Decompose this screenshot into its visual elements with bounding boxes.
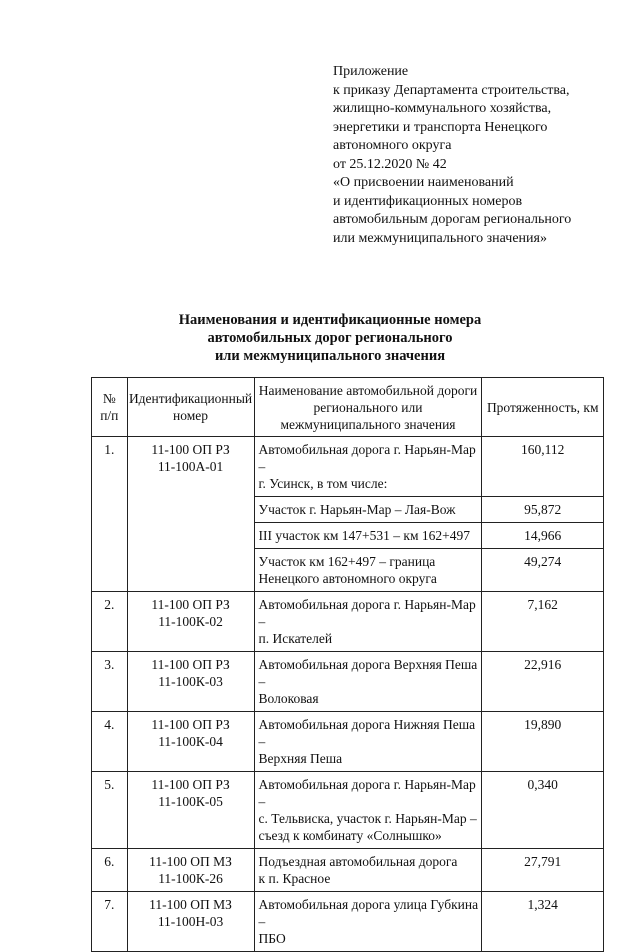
row-name [254, 437, 482, 497]
table-row [92, 712, 604, 772]
subrow-length [482, 549, 604, 592]
header-text: Идентификационный [128, 391, 253, 406]
annex-line: Приложение [333, 64, 409, 79]
table-row [92, 772, 604, 849]
subrow-length [482, 497, 604, 523]
row-name [254, 712, 482, 772]
cell-text: съезд к комбинату «Солнышко» [258, 828, 442, 843]
header-text: регионального или [313, 399, 423, 415]
cell-text: Участок км 162+497 – граница [258, 554, 436, 569]
cell-text: 11-100А-01 [157, 459, 224, 474]
cell-text: Подъездная автомобильная дорога [258, 854, 458, 869]
subrow-name [254, 549, 482, 592]
cell-text: Автомобильная дорога Верхняя Пеша – [258, 657, 478, 689]
row-id [127, 652, 254, 712]
cell-text: 14,966 [524, 528, 562, 543]
cell-text: 11-100 ОП РЗ [151, 597, 230, 612]
row-name [254, 892, 482, 952]
table-row [92, 849, 604, 892]
cell-text: 5. [104, 777, 115, 792]
annex-block [333, 63, 623, 248]
roads-table [91, 377, 604, 952]
cell-text: 11-100К-26 [158, 871, 223, 886]
row-num [92, 892, 128, 952]
annex-line: энергетики и транспорта Ненецкого [333, 119, 548, 135]
cell-text: 2. [104, 597, 115, 612]
annex-line: автомобильным дорогам регионального [333, 212, 572, 227]
header-text: № [102, 391, 116, 406]
header-text: межмуниципального значения [280, 416, 456, 432]
cell-text: п. Искателей [258, 631, 333, 646]
annex-line: и идентификационных номеров [333, 193, 523, 209]
cell-text: Автомобильная дорога улица Губкина – [258, 897, 479, 929]
table-row [92, 592, 604, 652]
document-title [120, 311, 540, 365]
row-length [482, 712, 604, 772]
cell-text: Волоковая [258, 691, 319, 706]
row-length [482, 652, 604, 712]
header-text: п/п [100, 408, 119, 423]
row-name [254, 772, 482, 849]
row-id [127, 772, 254, 849]
cell-text: 3. [104, 657, 115, 672]
annex-line: жилищно-коммунального хозяйства, [333, 101, 552, 116]
row-name [254, 849, 482, 892]
title-line: или межмуниципального значения [214, 348, 446, 364]
cell-text: 11-100 ОП РЗ [151, 777, 230, 792]
row-id [127, 437, 254, 592]
cell-text: Автомобильная дорога г. Нарьян-Мар – [258, 597, 476, 629]
row-name [254, 652, 482, 712]
cell-text: ПБО [258, 931, 286, 946]
row-num [92, 772, 128, 849]
cell-text: 1,324 [527, 897, 558, 912]
subrow-length [482, 523, 604, 549]
cell-text: Автомобильная дорога г. Нарьян-Мар – [258, 442, 476, 474]
cell-text: г. Усинск, в том числе: [258, 476, 388, 491]
cell-text: 11-100К-03 [158, 674, 223, 689]
row-num [92, 712, 128, 772]
header-text: номер [173, 408, 209, 423]
annex-line: от 25.12.2020 № 42 [333, 156, 447, 172]
cell-text: Верхняя Пеша [258, 751, 343, 766]
cell-text: 0,340 [527, 777, 558, 792]
cell-text: 6. [104, 854, 115, 869]
cell-text: 19,890 [524, 717, 562, 732]
cell-text: 1. [104, 442, 115, 457]
row-length [482, 772, 604, 849]
cell-text: к п. Красное [258, 871, 331, 886]
cell-text: 22,916 [524, 657, 562, 672]
cell-text: 11-100 ОП МЗ [149, 854, 232, 869]
row-num [92, 652, 128, 712]
header-num [92, 378, 128, 437]
row-id [127, 849, 254, 892]
row-num [92, 849, 128, 892]
row-id [127, 892, 254, 952]
cell-text: 11-100 ОП РЗ [151, 717, 230, 732]
title-line: Наименования и идентификационные номера [178, 312, 482, 328]
title-line: автомобильных дорог регионального [207, 330, 453, 346]
subrow-name [254, 497, 482, 523]
row-id [127, 592, 254, 652]
row-length [482, 849, 604, 892]
cell-text: Ненецкого автономного округа [258, 571, 437, 586]
table-header-row [92, 378, 604, 437]
cell-text: 95,872 [524, 502, 562, 517]
row-length [482, 892, 604, 952]
cell-text: 7. [104, 897, 115, 912]
annex-line: «О присвоении наименований [333, 175, 514, 190]
cell-text: 11-100 ОП РЗ [151, 442, 230, 457]
subrow-name [254, 523, 482, 549]
cell-text: III участок км 147+531 – км 162+497 [258, 528, 471, 543]
annex-line: автономного округа [333, 138, 452, 153]
cell-text: 11-100К-05 [158, 794, 223, 809]
cell-text: с. Тельвиска, участок г. Нарьян-Мар – [258, 811, 477, 826]
cell-text: 27,791 [524, 854, 562, 869]
annex-line: или межмуниципального значения» [333, 230, 547, 246]
cell-text: Автомобильная дорога Нижняя Пеша – [258, 717, 476, 749]
row-name [254, 592, 482, 652]
cell-text: 4. [104, 717, 115, 732]
table-row [92, 652, 604, 712]
row-num [92, 592, 128, 652]
cell-text: Участок г. Нарьян-Мар – Лая-Вож [258, 502, 456, 517]
row-length [482, 592, 604, 652]
header-name [254, 378, 482, 437]
header-length [482, 378, 604, 437]
row-length [482, 437, 604, 497]
table-row [92, 892, 604, 952]
cell-text: 49,274 [524, 554, 562, 569]
header-text: Протяженность, км [486, 399, 599, 415]
header-text: Наименование автомобильной дороги [258, 382, 478, 398]
cell-text: 160,112 [521, 442, 565, 457]
cell-text: 11-100К-04 [158, 734, 223, 749]
cell-text: 11-100 ОП РЗ [151, 657, 230, 672]
row-id [127, 712, 254, 772]
cell-text: 11-100 ОП МЗ [149, 897, 232, 912]
table-row [92, 437, 604, 497]
annex-line: к приказу Департамента строительства, [333, 82, 570, 98]
cell-text: Автомобильная дорога г. Нарьян-Мар – [258, 777, 476, 809]
row-num [92, 437, 128, 592]
cell-text: 11-100К-02 [158, 614, 223, 629]
header-id [127, 378, 254, 437]
cell-text: 11-100Н-03 [157, 914, 224, 929]
cell-text: 7,162 [527, 597, 558, 612]
